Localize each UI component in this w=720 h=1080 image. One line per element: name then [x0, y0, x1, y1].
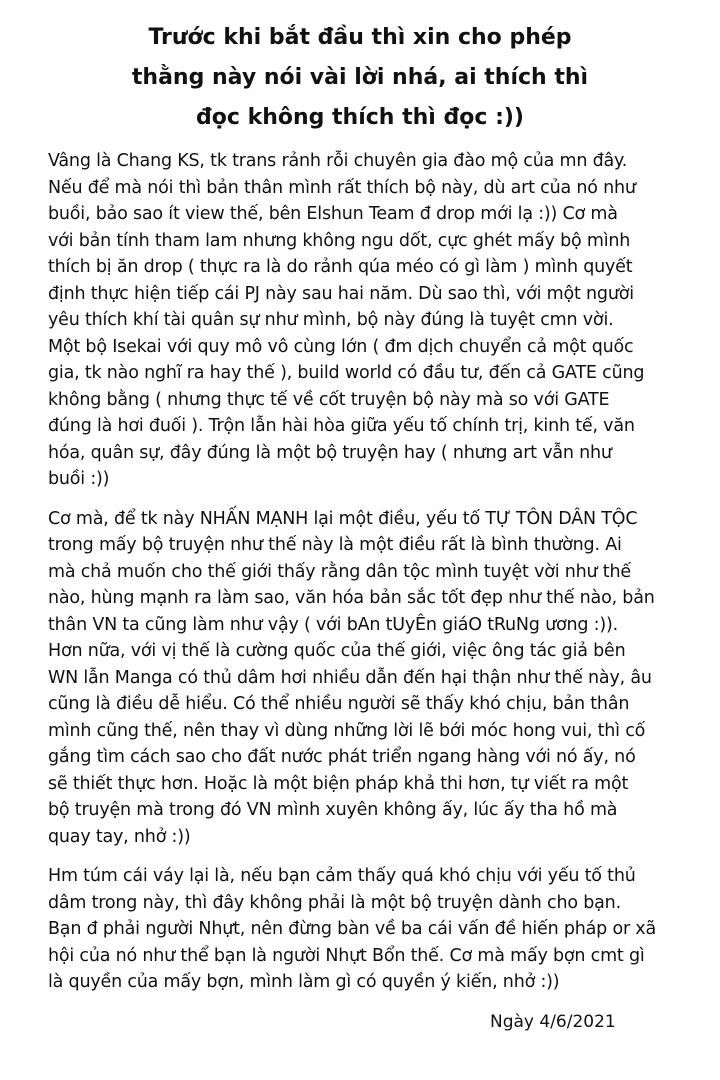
text-line: WN lẫn Manga có thủ dâm hơi nhiều dẫn đến hại thận như thế này, âu: [48, 667, 652, 688]
text-line: là quyền của mấy bợn, mình làm gì có quyền ý kiến, nhở :)): [48, 972, 560, 992]
text-line: Cơ mà, để tk này NHẤN MẠNH lại một điều, yếu tố TỰ TÔN DÂN TỘC: [48, 508, 638, 529]
text-line: hóa, quân sự, đây đúng là một bộ truyện hay ( nhưng art vẫn như: [48, 442, 612, 463]
text-line: Một bộ Isekai với quy mô vô cùng lớn ( đm dịch chuyển cả một quốc: [48, 336, 634, 357]
text-line: với bản tính tham lam nhưng không ngu dốt, cực ghét mấy bộ mình: [48, 230, 631, 251]
text-line: gắng tìm cách sao cho đất nước phát triển ngang hàng với nó ấy, nó: [48, 747, 636, 767]
text-line: mình cũng thế, nên thay vì dùng những lời lẽ bới móc hong vui, thì cố: [48, 720, 646, 741]
body-text: [48, 148, 678, 1009]
date-signature: Ngày 4/6/2021: [490, 1012, 616, 1032]
text-line: trong mấy bộ truyện như thế này là một điều rất là bình thường. Ai: [48, 535, 622, 555]
text-line: dâm trong này, thì đây không phải là một bộ truyện dành cho bạn.: [48, 892, 621, 913]
text-line: bộ truyện mà trong đó VN mình xuyên không ấy, lúc ấy tha hồ mà: [48, 800, 618, 820]
text-line: buồi :)): [48, 469, 110, 489]
paragraph-3: [48, 863, 678, 996]
text-line: buồi, bảo sao ít view thế, bên Elshun Team đ drop mới lạ :)) Cơ mà: [48, 204, 618, 224]
text-line: không bằng ( nhưng thực tế về cốt truyện bộ này mà so với GATE: [48, 389, 610, 410]
paragraph-1: [48, 148, 678, 493]
text-line: định thực hiện tiếp cái PJ này sau hai năm. Dù sao thì, với một người: [48, 283, 634, 304]
text-line: nào, hùng mạnh ra làm sao, văn hóa bản sắc tốt đẹp như thế nào, bản: [48, 588, 655, 608]
text-line: thích bị ăn drop ( thực ra là do rảnh qúa méo có gì làm ) mình quyết: [48, 257, 633, 277]
page-title: [40, 18, 680, 138]
text-line: Nếu để mà nói thì bản thân mình rất thích bộ này, dù art của nó như: [48, 177, 636, 198]
text-line: yêu thích khí tài quân sự như mình, bộ này đúng là tuyệt cmn vời.: [48, 310, 614, 330]
title-line: đọc không thích thì đọc :)): [196, 105, 524, 130]
text-line: mà chả muốn cho thế giới thấy rằng dân tộc mình tuyệt vời như thế: [48, 561, 631, 582]
text-line: đúng là hơi đuối ). Trộn lẫn hài hòa giữa yếu tố chính trị, kinh tế, văn: [48, 416, 635, 436]
text-line: hội của nó như thể bạn là người Nhựt Bổn thế. Cơ mà mấy bợn cmt gì: [48, 945, 645, 966]
text-line: sẽ thiết thực hơn. Hoặc là một biện pháp khả thi hơn, tự viết ra một: [48, 773, 629, 794]
paragraph-2: [48, 506, 678, 851]
title-line: thằng này nói vài lời nhá, ai thích thì: [131, 65, 589, 90]
text-line: Vâng là Chang KS, tk trans rảnh rỗi chuyên gia đào mộ của mn đây.: [48, 151, 628, 171]
text-line: Hơn nữa, với vị thế là cường quốc của thế giới, việc ông tác giả bên: [48, 641, 626, 661]
text-line: cũng là điều dễ hiểu. Có thể nhiều người sẽ thấy khó chịu, bản thân: [48, 694, 630, 714]
text-line: gia, tk nào nghĩ ra hay thế ), build world có đầu tư, đến cả GATE cũng: [48, 363, 645, 383]
text-line: Hm túm cái váy lại là, nếu bạn cảm thấy quá khó chịu với yếu tố thủ: [48, 866, 636, 886]
text-line: thân VN ta cũng làm như vậy ( với bAn tUyÊn giáO tRuNg ương :)).: [48, 614, 618, 635]
text-line: Bạn đ phải người Nhựt, nên đừng bàn về ba cái vấn đề hiến pháp or xã: [48, 919, 656, 939]
text-line: quay tay, nhở :)): [48, 826, 191, 847]
title-line: Trước khi bắt đầu thì xin cho phép: [148, 25, 572, 50]
